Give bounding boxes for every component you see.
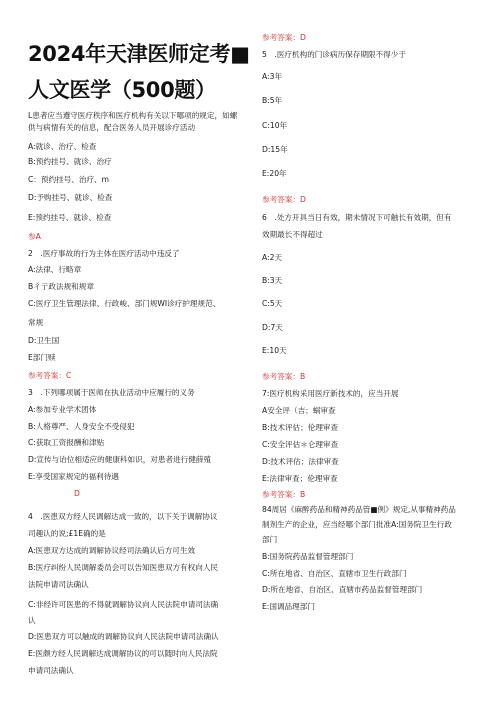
q6-stem: 6 .处方开具当日有效，期未情况下可触长有效期，但有 [262, 213, 452, 222]
q3-option-b: B:人格尊严、人身安全不受侵犯 [28, 422, 135, 431]
q1-option-a: A:就诊、治疗、检查 [28, 142, 97, 151]
page-title-line-1: 2024年天津医师定考■ [28, 42, 250, 66]
q8-option-c: C:所在地省、自治区、直辖市卫生行政部门 [262, 569, 407, 578]
q4-option-e: E:医颇方经人民调解达成调解协议的可以随时向人民法院 [28, 649, 218, 658]
q6-option-e: E:10天 [262, 346, 287, 355]
q1-answer: 参A [28, 232, 41, 241]
q5-option-d: D:15年 [262, 145, 288, 154]
q2-option-c-cont: 常规 [28, 318, 44, 327]
q2-stem: 2 .医疗事故的行为主体在医疗活动中违反了 [28, 249, 180, 258]
q3-answer: D [74, 489, 80, 498]
q7-option-e: E:法律审查；伦理审查 [262, 474, 338, 483]
q5-answer: 参考答案：D [262, 195, 306, 204]
q4-option-e-cont: 申请司法确认 [28, 666, 74, 675]
q8-stem-cont: 制剂生产的企业，应当经哪个部门批准A:国务院卫生行政 [262, 520, 452, 529]
q4-stem: 4 .医患双方经人民调解达成一致的，以下关于调解协议 [28, 512, 218, 521]
q1-option-e: E:预约挂号、就诊、检查 [28, 213, 112, 222]
q4-answer: 参考答案：D [262, 33, 306, 42]
q1-option-d: D:予购挂号、就诊、检查 [28, 193, 113, 202]
q7-answer: 参考答案：B [262, 490, 306, 499]
q3-stem: 3 .下列哪项属于医师在执业活动中应履行的义务 [28, 388, 195, 397]
q4-stem-cont: 司趣认的说;£1E确的是 [28, 529, 106, 538]
q3-option-e: E:享受国家规定的福利待遇 [28, 472, 119, 481]
q6-stem-cont: 效期最长不得超过 [262, 230, 323, 239]
q2-option-d: D:卫生国 [28, 336, 60, 345]
q2-answer: 参考答案：C [28, 371, 72, 380]
q1-option-c: C：预约挂号、治疗、m [28, 175, 110, 184]
q3-option-d: D:宣传与诒位相适应的健康科如识，对患者进行健薛殖 [28, 455, 212, 464]
q2-option-c: C:医疗卫生管理法律、行政峻、部门规WI诊疗护理规范、 [28, 299, 221, 308]
q7-stem: 7:医疗机构采用医疗新技术的，应当开展 [262, 389, 399, 398]
q7-option-c: C:安全评估＊仑理审查 [262, 440, 339, 449]
q6-option-c: C:5天 [262, 299, 283, 308]
q1-option-b: B:预约挂号、就诊、治疗 [28, 157, 112, 166]
q7-option-a: A安全评（吉；蜗审查 [262, 406, 336, 415]
q5-stem: 5 .医疗机构的门诊病历保存期限不得少于 [262, 50, 406, 59]
page-title-line-2: 人文医学（500题） [28, 78, 216, 102]
q8-option-d: D:所在地省、自治区、直辖市药品监督管理部门 [262, 585, 423, 594]
q5-option-c: C:10年 [262, 121, 288, 130]
q6-option-a: A:2天 [262, 253, 283, 262]
q5-option-b: B:5年 [262, 96, 283, 105]
q4-option-b: B:医疗纠纷人民调解委员会可以告知医患双方有权向人民 [28, 563, 219, 572]
q3-option-c: C:获取工资报酬和津贴 [28, 438, 105, 447]
q6-option-b: B:3天 [262, 276, 283, 285]
q4-option-b-cont: 法院申请司法确认 [28, 580, 89, 589]
q8-option-b: B:国务院药品监督管理部门 [262, 552, 354, 561]
q5-option-a: A:3年 [262, 72, 283, 81]
q6-option-d: D:7天 [262, 323, 283, 332]
q7-option-b: B:技术评估；伦理审查 [262, 423, 339, 432]
q2-option-e: E部门赎 [28, 353, 56, 362]
q2-option-b: B彳亍政法规和规章 [28, 282, 94, 291]
q3-option-a: A:参加专业学术团体 [28, 405, 97, 414]
q6-answer: 参考答案：B [262, 372, 306, 381]
q8-stem: 84周居《麻醉药品和精神药品管■例》规定,从事精神药品 [262, 505, 456, 514]
q8-stem-cont-2: 部门 [262, 535, 278, 544]
q4-option-a: A:医患双方达成的调解协议经司法确认后方可生效 [28, 546, 196, 555]
q1-stem: L患者应当遵守医疗秩序和医疗机构有关以下哪项的规定，如螺供与病情有关的信息，配合医务人员开展诊疗活动 [28, 111, 238, 132]
q4-option-c-cont: 认 [28, 616, 36, 625]
q2-option-a: A:法律、行略章 [28, 265, 82, 274]
q4-option-c: C:非经许可医患的不得就调解协议向人民法院申请司法确 [28, 600, 219, 609]
q8-option-e: E:国调品理部门 [262, 602, 315, 611]
q7-option-d: D:技术评估；法律审查 [262, 457, 339, 466]
q5-option-e: E:20年 [262, 169, 287, 178]
q4-option-d: D:医患双方可以触成的调解协议向人民法院申请司法确认 [28, 632, 219, 641]
